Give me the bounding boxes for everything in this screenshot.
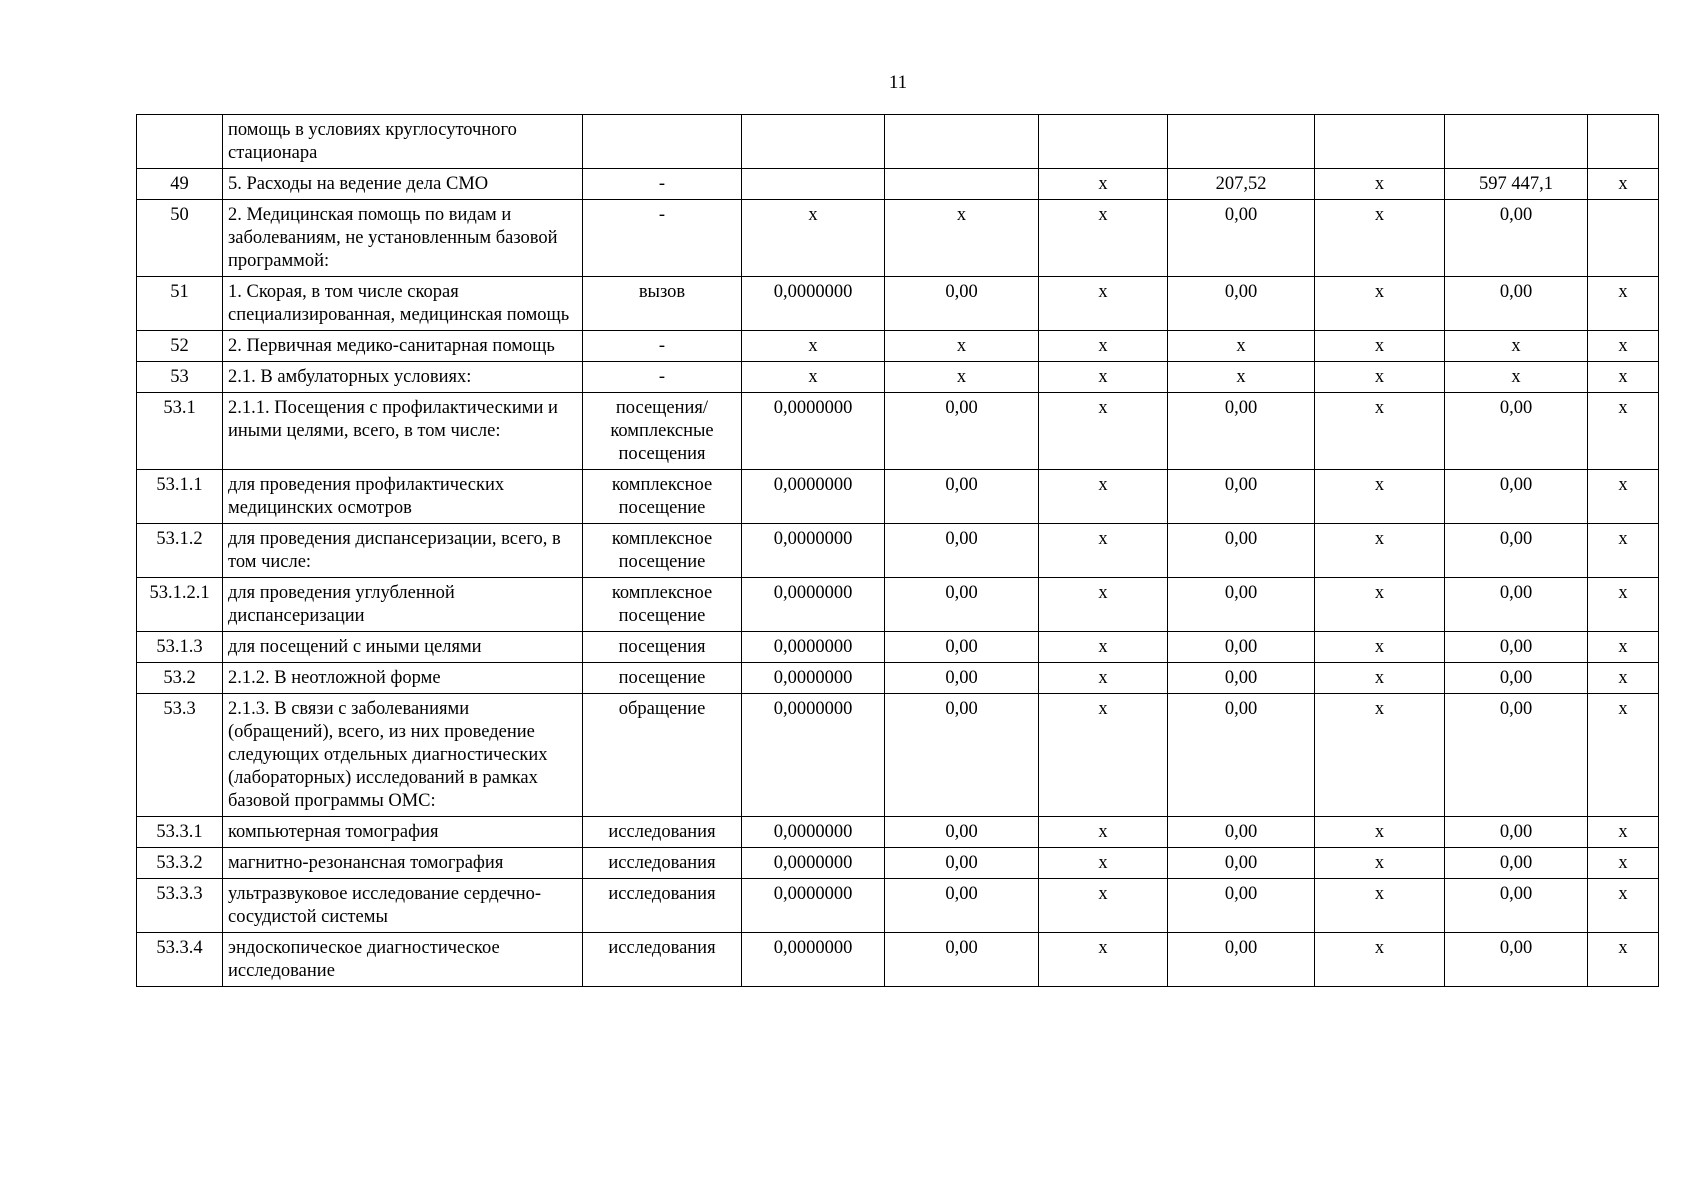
- table-row: [137, 632, 1659, 663]
- cell-col-4: 0,0000000: [742, 632, 885, 663]
- table-row: [137, 817, 1659, 848]
- cell-col-10: х: [1588, 524, 1659, 578]
- cell-col-9: 0,00: [1445, 632, 1588, 663]
- cell-indicator-name: для посещений с иными целями: [223, 632, 583, 663]
- table-row: [137, 933, 1659, 987]
- cell-col-10: х: [1588, 169, 1659, 200]
- table-row: [137, 663, 1659, 694]
- cell-col-4: 0,0000000: [742, 694, 885, 817]
- cell-col-8: х: [1315, 393, 1445, 470]
- cell-col-7: 0,00: [1168, 663, 1315, 694]
- cell-col-8: х: [1315, 817, 1445, 848]
- table-row: [137, 694, 1659, 817]
- cell-indicator-name: компьютерная томография: [223, 817, 583, 848]
- cell-col-9: х: [1445, 331, 1588, 362]
- cell-col-9: 0,00: [1445, 817, 1588, 848]
- cell-col-7: х: [1168, 331, 1315, 362]
- cell-col-10: [1588, 115, 1659, 169]
- cell-col-5: 0,00: [885, 848, 1039, 879]
- cell-row-number: 53.3.4: [137, 933, 223, 987]
- cell-indicator-name: 2.1.1. Посещения с профилактическими и иными целями, всего, в том числе:: [223, 393, 583, 470]
- cell-col-5: [885, 115, 1039, 169]
- cell-col-8: х: [1315, 200, 1445, 277]
- cell-col-7: [1168, 115, 1315, 169]
- cell-row-number: 53: [137, 362, 223, 393]
- cell-col-5: 0,00: [885, 933, 1039, 987]
- cell-row-number: 53.2: [137, 663, 223, 694]
- table-row: [137, 393, 1659, 470]
- cell-col-6: х: [1039, 331, 1168, 362]
- cell-col-7: 0,00: [1168, 470, 1315, 524]
- cell-col-5: 0,00: [885, 817, 1039, 848]
- cell-col-5: х: [885, 331, 1039, 362]
- cell-unit: -: [583, 362, 742, 393]
- cell-col-5: 0,00: [885, 277, 1039, 331]
- cell-unit: исследования: [583, 879, 742, 933]
- cell-col-8: [1315, 115, 1445, 169]
- cell-col-6: х: [1039, 277, 1168, 331]
- cell-unit: исследования: [583, 817, 742, 848]
- cell-col-5: [885, 169, 1039, 200]
- cell-col-9: 0,00: [1445, 277, 1588, 331]
- cell-row-number: 53.1.1: [137, 470, 223, 524]
- cell-row-number: 53.3.2: [137, 848, 223, 879]
- table-row: [137, 879, 1659, 933]
- cell-col-4: 0,0000000: [742, 277, 885, 331]
- cell-unit: -: [583, 331, 742, 362]
- cell-col-5: 0,00: [885, 578, 1039, 632]
- cell-indicator-name: для проведения углубленной диспансеризации: [223, 578, 583, 632]
- cell-col-8: х: [1315, 848, 1445, 879]
- cell-col-9: 597 447,1: [1445, 169, 1588, 200]
- cell-indicator-name: для проведения профилактических медицинских осмотров: [223, 470, 583, 524]
- table-row: [137, 470, 1659, 524]
- page-number: 11: [888, 72, 908, 93]
- cell-col-4: х: [742, 362, 885, 393]
- cell-unit: -: [583, 169, 742, 200]
- cell-row-number: 53.1.2.1: [137, 578, 223, 632]
- cell-col-7: 0,00: [1168, 694, 1315, 817]
- cell-col-8: х: [1315, 524, 1445, 578]
- cell-unit: исследования: [583, 933, 742, 987]
- cell-col-9: [1445, 115, 1588, 169]
- cell-col-6: х: [1039, 632, 1168, 663]
- cell-col-4: 0,0000000: [742, 524, 885, 578]
- cell-col-4: 0,0000000: [742, 393, 885, 470]
- cell-col-7: 0,00: [1168, 817, 1315, 848]
- cell-indicator-name: 1. Скорая, в том числе скорая специализированная, медицинская помощь: [223, 277, 583, 331]
- cell-row-number: 51: [137, 277, 223, 331]
- cell-col-7: х: [1168, 362, 1315, 393]
- cell-col-4: 0,0000000: [742, 663, 885, 694]
- cell-col-8: х: [1315, 362, 1445, 393]
- cell-col-7: 0,00: [1168, 277, 1315, 331]
- cell-col-8: х: [1315, 277, 1445, 331]
- cell-indicator-name: 2. Первичная медико-санитарная помощь: [223, 331, 583, 362]
- cell-col-5: 0,00: [885, 663, 1039, 694]
- cell-unit: комплексное посещение: [583, 578, 742, 632]
- cell-col-8: х: [1315, 331, 1445, 362]
- cell-row-number: 49: [137, 169, 223, 200]
- cell-col-9: 0,00: [1445, 694, 1588, 817]
- cell-col-5: х: [885, 200, 1039, 277]
- cell-col-10: х: [1588, 848, 1659, 879]
- table-body: [137, 115, 1659, 987]
- cell-indicator-name: эндоскопическое диагностическое исследование: [223, 933, 583, 987]
- cell-col-9: 0,00: [1445, 663, 1588, 694]
- cell-col-5: 0,00: [885, 632, 1039, 663]
- cell-col-8: х: [1315, 169, 1445, 200]
- cell-row-number: 53.1.2: [137, 524, 223, 578]
- cell-col-9: 0,00: [1445, 879, 1588, 933]
- cell-unit: комплексное посещение: [583, 524, 742, 578]
- cell-col-5: 0,00: [885, 470, 1039, 524]
- table-row: [137, 578, 1659, 632]
- cell-row-number: [137, 115, 223, 169]
- cell-col-4: х: [742, 331, 885, 362]
- cell-col-6: х: [1039, 362, 1168, 393]
- cell-col-10: х: [1588, 578, 1659, 632]
- table-row: [137, 524, 1659, 578]
- cell-col-4: [742, 169, 885, 200]
- cell-indicator-name: 2.1.3. В связи с заболеваниями (обращений), всего, из них проведение следующих отдельных диагностических (лабораторных) исследований в рамках базовой программы ОМС:: [223, 694, 583, 817]
- cell-col-5: 0,00: [885, 393, 1039, 470]
- cell-col-6: х: [1039, 200, 1168, 277]
- cell-col-7: 0,00: [1168, 524, 1315, 578]
- cell-col-6: х: [1039, 470, 1168, 524]
- cell-col-10: х: [1588, 663, 1659, 694]
- table-row: [137, 169, 1659, 200]
- cell-row-number: 53.3: [137, 694, 223, 817]
- cell-col-5: 0,00: [885, 879, 1039, 933]
- cell-col-10: х: [1588, 817, 1659, 848]
- cell-col-8: х: [1315, 632, 1445, 663]
- cell-col-6: х: [1039, 694, 1168, 817]
- cell-row-number: 53.3.1: [137, 817, 223, 848]
- cell-col-10: х: [1588, 277, 1659, 331]
- cell-col-6: х: [1039, 848, 1168, 879]
- table-row: [137, 331, 1659, 362]
- cell-col-4: 0,0000000: [742, 933, 885, 987]
- cell-col-6: х: [1039, 524, 1168, 578]
- cell-col-5: 0,00: [885, 694, 1039, 817]
- cell-col-4: 0,0000000: [742, 817, 885, 848]
- cell-row-number: 53.1: [137, 393, 223, 470]
- cell-indicator-name: магнитно-резонансная томография: [223, 848, 583, 879]
- cell-col-7: 0,00: [1168, 393, 1315, 470]
- cell-col-7: 0,00: [1168, 200, 1315, 277]
- cell-col-8: х: [1315, 933, 1445, 987]
- cell-unit: посещения/комплексные посещения: [583, 393, 742, 470]
- cell-col-4: 0,0000000: [742, 470, 885, 524]
- cell-col-8: х: [1315, 694, 1445, 817]
- cell-col-4: х: [742, 200, 885, 277]
- cell-col-10: х: [1588, 362, 1659, 393]
- cell-col-6: х: [1039, 578, 1168, 632]
- cell-col-8: х: [1315, 470, 1445, 524]
- cell-col-8: х: [1315, 578, 1445, 632]
- cell-unit: вызов: [583, 277, 742, 331]
- cell-col-9: х: [1445, 362, 1588, 393]
- cell-col-10: х: [1588, 632, 1659, 663]
- cell-indicator-name: 2.1. В амбулаторных условиях:: [223, 362, 583, 393]
- cell-col-10: х: [1588, 694, 1659, 817]
- cell-col-10: х: [1588, 393, 1659, 470]
- cell-unit: комплексное посещение: [583, 470, 742, 524]
- cell-col-7: 0,00: [1168, 632, 1315, 663]
- cell-col-10: [1588, 200, 1659, 277]
- table-row: [137, 848, 1659, 879]
- cell-indicator-name: 5. Расходы на ведение дела СМО: [223, 169, 583, 200]
- cell-indicator-name: помощь в условиях круглосуточного стационара: [223, 115, 583, 169]
- cell-row-number: 53.3.3: [137, 879, 223, 933]
- cell-col-6: х: [1039, 663, 1168, 694]
- cell-col-9: 0,00: [1445, 848, 1588, 879]
- cell-col-6: х: [1039, 879, 1168, 933]
- cell-col-8: х: [1315, 879, 1445, 933]
- cell-col-6: [1039, 115, 1168, 169]
- data-table: [136, 114, 1659, 987]
- cell-unit: -: [583, 200, 742, 277]
- cell-indicator-name: для проведения диспансеризации, всего, в том числе:: [223, 524, 583, 578]
- cell-indicator-name: ультразвуковое исследование сердечно-сосудистой системы: [223, 879, 583, 933]
- cell-col-7: 0,00: [1168, 848, 1315, 879]
- cell-indicator-name: 2.1.2. В неотложной форме: [223, 663, 583, 694]
- cell-col-7: 0,00: [1168, 578, 1315, 632]
- cell-col-9: 0,00: [1445, 524, 1588, 578]
- cell-col-4: 0,0000000: [742, 848, 885, 879]
- cell-unit: посещение: [583, 663, 742, 694]
- cell-col-9: 0,00: [1445, 470, 1588, 524]
- cell-col-7: 0,00: [1168, 933, 1315, 987]
- cell-col-5: 0,00: [885, 524, 1039, 578]
- table-row: [137, 362, 1659, 393]
- cell-col-10: х: [1588, 879, 1659, 933]
- cell-col-4: 0,0000000: [742, 879, 885, 933]
- cell-col-10: х: [1588, 933, 1659, 987]
- cell-col-6: х: [1039, 933, 1168, 987]
- table-row: [137, 115, 1659, 169]
- cell-unit: [583, 115, 742, 169]
- cell-unit: обращение: [583, 694, 742, 817]
- cell-col-6: х: [1039, 169, 1168, 200]
- cell-col-9: 0,00: [1445, 933, 1588, 987]
- cell-col-6: х: [1039, 817, 1168, 848]
- cell-col-5: х: [885, 362, 1039, 393]
- cell-col-8: х: [1315, 663, 1445, 694]
- cell-col-9: 0,00: [1445, 200, 1588, 277]
- cell-indicator-name: 2. Медицинская помощь по видам и заболеваниям, не установленным базовой программой:: [223, 200, 583, 277]
- cell-col-4: 0,0000000: [742, 578, 885, 632]
- cell-col-7: 207,52: [1168, 169, 1315, 200]
- table-row: [137, 277, 1659, 331]
- cell-row-number: 52: [137, 331, 223, 362]
- cell-col-9: 0,00: [1445, 393, 1588, 470]
- cell-row-number: 53.1.3: [137, 632, 223, 663]
- cell-unit: посещения: [583, 632, 742, 663]
- table-row: [137, 200, 1659, 277]
- cell-col-7: 0,00: [1168, 879, 1315, 933]
- cell-row-number: 50: [137, 200, 223, 277]
- cell-col-10: х: [1588, 331, 1659, 362]
- cell-col-10: х: [1588, 470, 1659, 524]
- cell-unit: исследования: [583, 848, 742, 879]
- cell-col-6: х: [1039, 393, 1168, 470]
- cell-col-4: [742, 115, 885, 169]
- cell-col-9: 0,00: [1445, 578, 1588, 632]
